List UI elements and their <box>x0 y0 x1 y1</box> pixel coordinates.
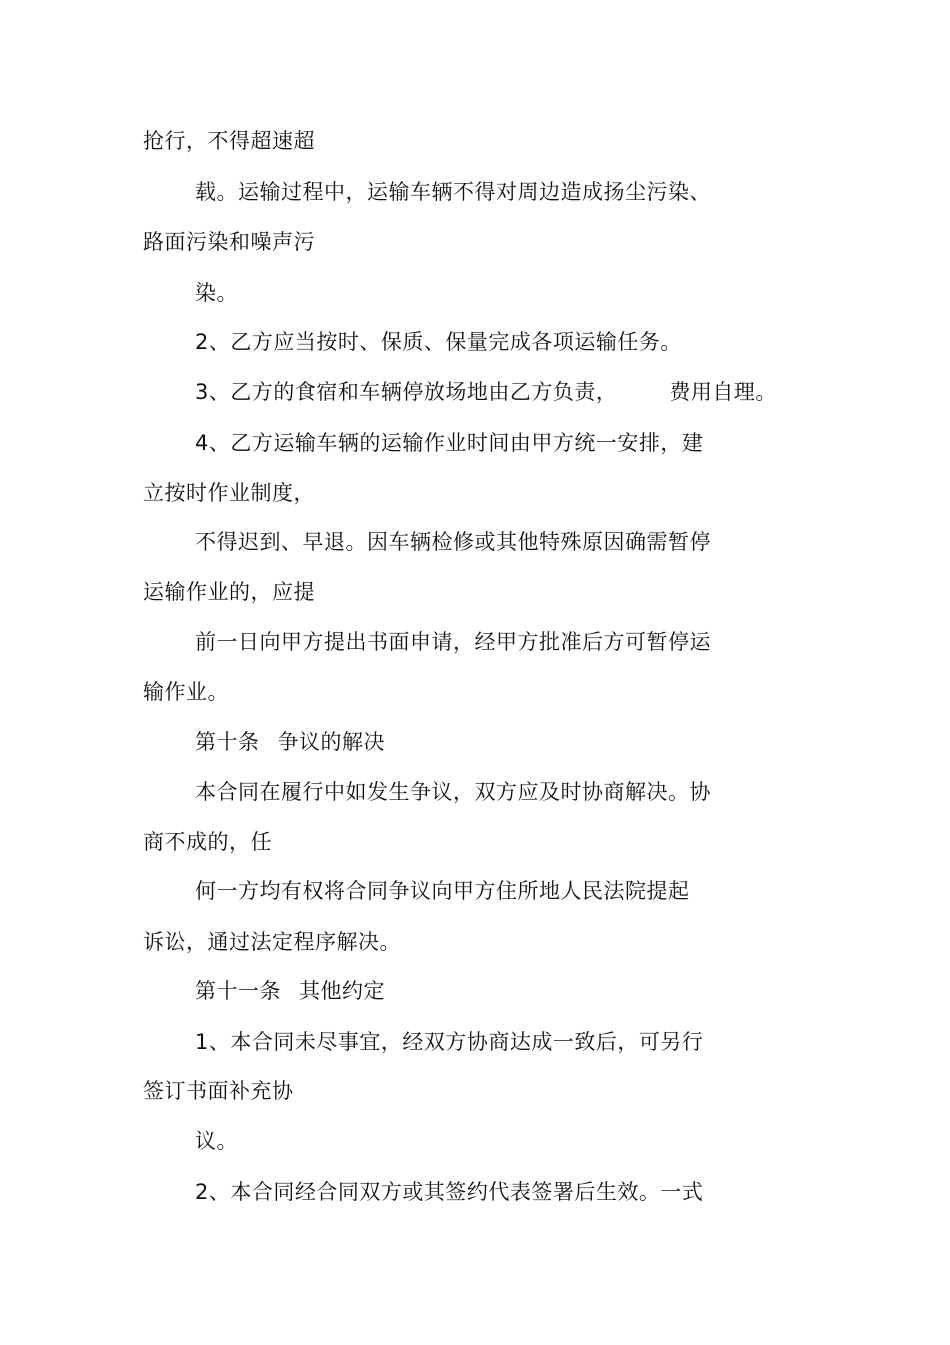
text-line-11: 前一日向甲方提出书面申请，经甲方批准后方可暂停运 <box>195 630 711 654</box>
text-line-3: 路面污染和噪声污 <box>143 230 315 254</box>
text-line-18: 签订书面补充协 <box>143 1079 294 1103</box>
section-heading-10-number: 第十条 <box>195 730 260 754</box>
text-line-16: 诉讼，通过法定程序解决。 <box>143 930 401 954</box>
text-line-10: 运输作业的，应提 <box>143 580 315 604</box>
section-heading-11-title: 其他约定 <box>299 979 385 1003</box>
section-heading-11-number: 第十一条 <box>195 979 281 1003</box>
text-line-5: 2、乙方应当按时、保质、保量完成各项运输任务。 <box>195 330 682 354</box>
text-line-8: 立按时作业制度， <box>143 481 315 505</box>
text-line-12: 输作业。 <box>143 680 229 704</box>
text-line-1: 抢行，不得超速超 <box>143 129 315 153</box>
text-line-17: 1、本合同未尽事宜，经双方协商达成一致后，可另行 <box>195 1030 704 1054</box>
text-line-13: 本合同在履行中如发生争议，双方应及时协商解决。协 <box>195 780 711 804</box>
text-line-4: 染。 <box>195 281 238 305</box>
text-line-2: 载。运输过程中，运输车辆不得对周边造成扬尘污染、 <box>195 180 711 204</box>
section-heading-11 <box>195 977 385 1005</box>
text-line-19: 议。 <box>195 1129 238 1153</box>
text-line-9: 不得迟到、早退。因车辆检修或其他特殊原因确需暂停 <box>195 530 711 554</box>
text-line-20: 2、本合同经合同双方或其签约代表签署后生效。一式 <box>195 1180 704 1204</box>
text-line-6 <box>195 378 777 406</box>
text-line-15: 何一方均有权将合同争议向甲方住所地人民法院提起 <box>195 879 690 903</box>
section-heading-10 <box>195 728 385 756</box>
text-line-6-part-2: 费用自理。 <box>669 380 777 404</box>
text-line-14: 商不成的，任 <box>143 830 272 854</box>
text-line-7: 4、乙方运输车辆的运输作业时间由甲方统一安排，建 <box>195 431 704 455</box>
text-line-6-part-1: 3、乙方的食宿和车辆停放场地由乙方负责， <box>195 380 618 404</box>
section-heading-10-title: 争议的解决 <box>277 730 385 754</box>
